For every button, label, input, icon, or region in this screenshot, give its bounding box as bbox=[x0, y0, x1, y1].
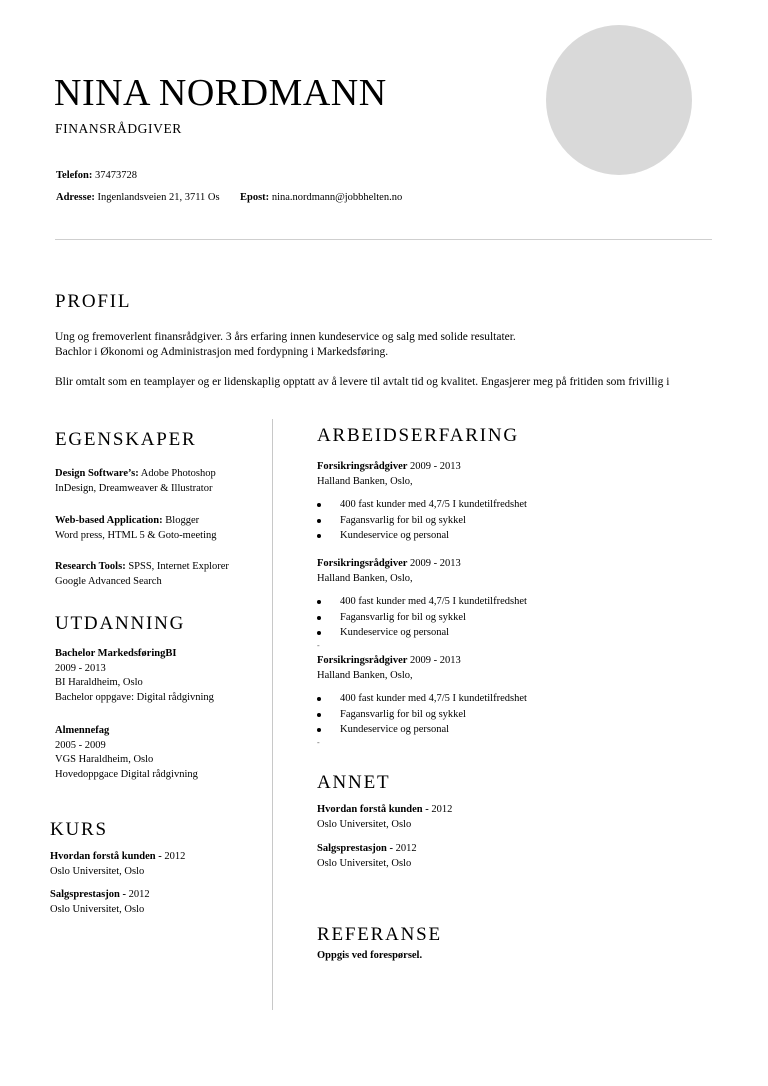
job-bullet: Fagansvarlig for bil og sykkel bbox=[317, 514, 737, 530]
other-title: Salgsprestasjon - bbox=[317, 843, 393, 854]
bullet-icon bbox=[317, 503, 321, 507]
job-entry bbox=[317, 654, 737, 747]
email-label: Epost: bbox=[240, 192, 270, 203]
job-bullet: Fagansvarlig for bil og sykkel bbox=[317, 611, 737, 627]
skill-item bbox=[55, 467, 216, 496]
email-value: nina.nordmann@jobbhelten.no bbox=[271, 192, 403, 203]
course-title: Hvordan forstå kunden - bbox=[50, 851, 162, 862]
job-years: 2009 - 2013 bbox=[410, 461, 461, 472]
profile-heading: PROFIL bbox=[55, 291, 132, 312]
job-company: Halland Banken, Oslo, bbox=[317, 475, 413, 487]
header-divider bbox=[55, 239, 712, 240]
column-divider bbox=[272, 419, 273, 1010]
other-year: 2012 bbox=[431, 804, 453, 815]
education-place: BI Haraldheim, Oslo bbox=[55, 677, 143, 688]
profile-text bbox=[55, 330, 669, 390]
job-title: Forsikringsrådgiver bbox=[317, 558, 408, 569]
courses-heading: KURS bbox=[50, 819, 108, 840]
job-bullet: Kundeservice og personal bbox=[317, 529, 737, 545]
job-bullets bbox=[317, 498, 737, 545]
education-years: 2005 - 2009 bbox=[55, 739, 106, 751]
course-item bbox=[50, 850, 185, 879]
job-bullets bbox=[317, 595, 737, 642]
candidate-name: NINA NORDMANN bbox=[54, 72, 387, 114]
other-heading: ANNET bbox=[317, 772, 391, 793]
other-place: Oslo Universitet, Oslo bbox=[317, 818, 412, 830]
job-company: Halland Banken, Oslo, bbox=[317, 669, 413, 681]
education-heading: UTDANNING bbox=[55, 613, 186, 634]
job-title: FINANSRÅDGIVER bbox=[55, 121, 182, 136]
other-year: 2012 bbox=[395, 843, 417, 854]
education-title: Bachelor MarkedsføringBI bbox=[55, 648, 177, 659]
profile-line: Bachlor i Økonomi og Administrasjon med fordypning i Markedsføring. bbox=[55, 346, 389, 358]
skill-item bbox=[55, 514, 217, 543]
bullet-icon bbox=[317, 728, 321, 732]
bullet-icon bbox=[317, 713, 321, 717]
other-title: Hvordan forstå kunden - bbox=[317, 804, 429, 815]
references-text: Oppgis ved forespørsel. bbox=[317, 950, 423, 961]
skills-heading: EGENSKAPER bbox=[55, 429, 197, 450]
phone-line bbox=[56, 171, 137, 182]
profile-line: Ung og fremoverlent finansrådgiver. 3 års erfaring innen kundeservice og salg med solide resultater. bbox=[55, 331, 516, 343]
profile-photo-placeholder bbox=[546, 25, 692, 175]
skill-value: Blogger bbox=[165, 515, 200, 526]
other-list bbox=[317, 803, 452, 881]
skill-value: SPSS, Internet Explorer bbox=[128, 561, 229, 572]
address-value: Ingenlandsveien 21, 3711 Os bbox=[97, 192, 220, 203]
phone-label: Telefon: bbox=[56, 170, 93, 181]
education-note: Hovedoppgace Digital rådgivning bbox=[55, 768, 198, 780]
course-title: Salgsprestasjon - bbox=[50, 889, 126, 900]
course-year: 2012 bbox=[128, 889, 150, 900]
education-title: Almennefag bbox=[55, 725, 110, 736]
job-years: 2009 - 2013 bbox=[410, 655, 461, 666]
bullet-icon bbox=[317, 534, 321, 538]
skill-value: Google Advanced Search bbox=[55, 575, 162, 587]
experience-heading: ARBEIDSERFARING bbox=[317, 425, 519, 446]
job-bullet: 400 fast kunder med 4,7/5 I kundetilfredshet bbox=[317, 692, 737, 708]
bullet-icon bbox=[317, 519, 321, 523]
education-item bbox=[55, 724, 198, 782]
other-item bbox=[317, 803, 452, 832]
job-entry bbox=[317, 460, 737, 557]
course-place: Oslo Universitet, Oslo bbox=[50, 903, 145, 915]
trailing-mark: - bbox=[317, 640, 320, 650]
bullet-icon bbox=[317, 616, 321, 620]
skill-value: Word press, HTML 5 & Goto-meeting bbox=[55, 529, 217, 541]
profile-line: Blir omtalt som en teamplayer og er lidenskaplig opptatt av å levere til avtalt tid og kvalitet. Engasjerer meg på fritiden som frivillig i bbox=[55, 376, 670, 388]
job-bullet: 400 fast kunder med 4,7/5 I kundetilfredshet bbox=[317, 595, 737, 611]
trailing-mark: - bbox=[317, 737, 320, 747]
skill-label: Research Tools: bbox=[55, 561, 126, 572]
bullet-icon bbox=[317, 631, 321, 635]
skill-label: Design Software’s: bbox=[55, 468, 139, 479]
education-note: Bachelor oppgave: Digital rådgivning bbox=[55, 691, 214, 703]
job-title: Forsikringsrådgiver bbox=[317, 655, 408, 666]
job-bullet: Kundeservice og personal bbox=[317, 723, 737, 739]
other-place: Oslo Universitet, Oslo bbox=[317, 857, 412, 869]
job-bullets bbox=[317, 692, 737, 739]
skill-label: Web-based Application: bbox=[55, 515, 163, 526]
address-line bbox=[56, 193, 220, 204]
skill-value: InDesign, Dreamweaver & Illustrator bbox=[55, 482, 213, 494]
other-item bbox=[317, 842, 452, 871]
education-years: 2009 - 2013 bbox=[55, 662, 106, 674]
bullet-icon bbox=[317, 697, 321, 701]
experience-list bbox=[317, 460, 737, 747]
bullet-icon bbox=[317, 600, 321, 604]
education-place: VGS Haraldheim, Oslo bbox=[55, 754, 154, 765]
address-label: Adresse: bbox=[56, 192, 95, 203]
job-bullet: Fagansvarlig for bil og sykkel bbox=[317, 708, 737, 724]
course-item bbox=[50, 888, 150, 917]
phone-value: 37473728 bbox=[95, 170, 137, 181]
email-line bbox=[240, 193, 402, 204]
course-place: Oslo Universitet, Oslo bbox=[50, 865, 145, 877]
job-company: Halland Banken, Oslo, bbox=[317, 572, 413, 584]
job-title: Forsikringsrådgiver bbox=[317, 461, 408, 472]
skill-item bbox=[55, 560, 229, 589]
job-years: 2009 - 2013 bbox=[410, 558, 461, 569]
course-year: 2012 bbox=[164, 851, 186, 862]
job-entry bbox=[317, 557, 737, 654]
job-bullet: 400 fast kunder med 4,7/5 I kundetilfredshet bbox=[317, 498, 737, 514]
skill-value: Adobe Photoshop bbox=[140, 468, 216, 479]
job-bullet: Kundeservice og personal bbox=[317, 626, 737, 642]
education-item bbox=[55, 647, 214, 705]
references-heading: REFERANSE bbox=[317, 924, 442, 945]
